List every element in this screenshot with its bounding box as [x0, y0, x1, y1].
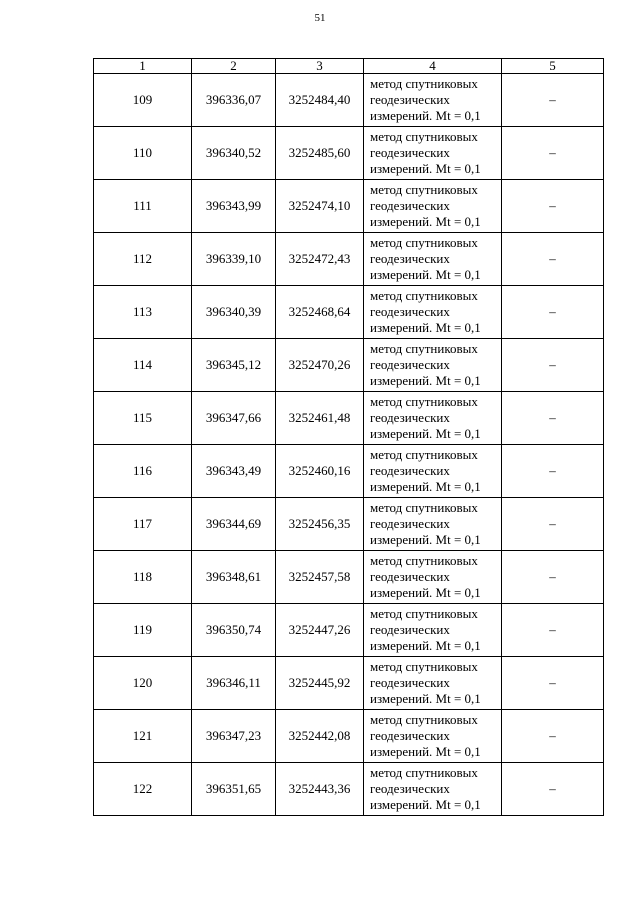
point-number-cell: 115 — [94, 392, 192, 445]
point-number-cell: 114 — [94, 339, 192, 392]
method-line: метод спутниковых — [370, 659, 478, 674]
table-body — [94, 74, 604, 816]
x-coordinate-cell: 396350,74 — [192, 604, 276, 657]
note-cell: – — [502, 551, 604, 604]
method-line: метод спутниковых — [370, 765, 478, 780]
note-cell: – — [502, 339, 604, 392]
table-row — [94, 551, 604, 604]
y-coordinate-cell: 3252443,36 — [276, 763, 364, 816]
table-row — [94, 498, 604, 551]
x-coordinate-cell: 396346,11 — [192, 657, 276, 710]
table-row — [94, 392, 604, 445]
y-coordinate-cell: 3252442,08 — [276, 710, 364, 763]
method-line: геодезических — [370, 357, 450, 372]
point-number-cell: 122 — [94, 763, 192, 816]
note-cell: – — [502, 604, 604, 657]
y-coordinate-cell: 3252472,43 — [276, 233, 364, 286]
method-line: геодезических — [370, 304, 450, 319]
note-cell: – — [502, 127, 604, 180]
x-coordinate-cell: 396348,61 — [192, 551, 276, 604]
method-line: геодезических — [370, 145, 450, 160]
point-number-cell: 111 — [94, 180, 192, 233]
method-line: геодезических — [370, 463, 450, 478]
table-row — [94, 445, 604, 498]
note-cell: – — [502, 233, 604, 286]
method-line: геодезических — [370, 410, 450, 425]
x-coordinate-cell: 396336,07 — [192, 74, 276, 127]
method-cell — [364, 604, 502, 657]
note-cell: – — [502, 498, 604, 551]
y-coordinate-cell: 3252447,26 — [276, 604, 364, 657]
column-header-5: 5 — [502, 59, 604, 74]
method-line: метод спутниковых — [370, 182, 478, 197]
method-line: метод спутниковых — [370, 341, 478, 356]
point-number-cell: 112 — [94, 233, 192, 286]
x-coordinate-cell: 396344,69 — [192, 498, 276, 551]
point-number-cell: 121 — [94, 710, 192, 763]
x-coordinate-cell: 396343,49 — [192, 445, 276, 498]
method-cell — [364, 74, 502, 127]
coordinates-table — [93, 58, 604, 816]
method-line: измерений. Mt = 0,1 — [370, 691, 481, 706]
x-coordinate-cell: 396340,39 — [192, 286, 276, 339]
method-line: геодезических — [370, 569, 450, 584]
method-cell — [364, 710, 502, 763]
point-number-cell: 119 — [94, 604, 192, 657]
method-line: геодезических — [370, 728, 450, 743]
y-coordinate-cell: 3252456,35 — [276, 498, 364, 551]
method-cell — [364, 233, 502, 286]
y-coordinate-cell: 3252485,60 — [276, 127, 364, 180]
y-coordinate-cell: 3252460,16 — [276, 445, 364, 498]
table-row — [94, 763, 604, 816]
method-cell — [364, 498, 502, 551]
table-row — [94, 74, 604, 127]
method-cell — [364, 286, 502, 339]
method-line: метод спутниковых — [370, 235, 478, 250]
note-cell: – — [502, 445, 604, 498]
page-number: 51 — [314, 12, 326, 24]
table-row — [94, 233, 604, 286]
method-line: измерений. Mt = 0,1 — [370, 108, 481, 123]
note-cell: – — [502, 657, 604, 710]
method-cell — [364, 127, 502, 180]
column-header-2: 2 — [192, 59, 276, 74]
method-line: измерений. Mt = 0,1 — [370, 532, 481, 547]
method-line: геодезических — [370, 198, 450, 213]
method-line: измерений. Mt = 0,1 — [370, 373, 481, 388]
method-line: метод спутниковых — [370, 553, 478, 568]
table-header-row — [94, 59, 604, 74]
method-line: измерений. Mt = 0,1 — [370, 161, 481, 176]
method-line: измерений. Mt = 0,1 — [370, 214, 481, 229]
method-line: измерений. Mt = 0,1 — [370, 797, 481, 812]
method-cell — [364, 392, 502, 445]
x-coordinate-cell: 396340,52 — [192, 127, 276, 180]
method-cell — [364, 180, 502, 233]
method-line: измерений. Mt = 0,1 — [370, 585, 481, 600]
method-line: геодезических — [370, 251, 450, 266]
method-line: геодезических — [370, 92, 450, 107]
method-line: измерений. Mt = 0,1 — [370, 638, 481, 653]
y-coordinate-cell: 3252484,40 — [276, 74, 364, 127]
method-line: измерений. Mt = 0,1 — [370, 426, 481, 441]
method-line: метод спутниковых — [370, 394, 478, 409]
point-number-cell: 110 — [94, 127, 192, 180]
method-line: измерений. Mt = 0,1 — [370, 320, 481, 335]
method-cell — [364, 657, 502, 710]
x-coordinate-cell: 396347,66 — [192, 392, 276, 445]
note-cell: – — [502, 710, 604, 763]
table-row — [94, 657, 604, 710]
note-cell: – — [502, 180, 604, 233]
method-line: измерений. Mt = 0,1 — [370, 267, 481, 282]
method-line: геодезических — [370, 516, 450, 531]
table-row — [94, 127, 604, 180]
note-cell: – — [502, 286, 604, 339]
method-line: измерений. Mt = 0,1 — [370, 744, 481, 759]
x-coordinate-cell: 396339,10 — [192, 233, 276, 286]
method-line: измерений. Mt = 0,1 — [370, 479, 481, 494]
y-coordinate-cell: 3252457,58 — [276, 551, 364, 604]
column-header-4: 4 — [364, 59, 502, 74]
method-line: метод спутниковых — [370, 606, 478, 621]
note-cell: – — [502, 392, 604, 445]
method-line: метод спутниковых — [370, 288, 478, 303]
note-cell: – — [502, 74, 604, 127]
y-coordinate-cell: 3252468,64 — [276, 286, 364, 339]
point-number-cell: 117 — [94, 498, 192, 551]
note-cell: – — [502, 763, 604, 816]
column-header-3: 3 — [276, 59, 364, 74]
method-line: метод спутниковых — [370, 500, 478, 515]
column-header-1: 1 — [94, 59, 192, 74]
point-number-cell: 116 — [94, 445, 192, 498]
table-row — [94, 339, 604, 392]
point-number-cell: 113 — [94, 286, 192, 339]
y-coordinate-cell: 3252461,48 — [276, 392, 364, 445]
y-coordinate-cell: 3252445,92 — [276, 657, 364, 710]
x-coordinate-cell: 396351,65 — [192, 763, 276, 816]
x-coordinate-cell: 396347,23 — [192, 710, 276, 763]
method-line: метод спутниковых — [370, 129, 478, 144]
table-row — [94, 604, 604, 657]
x-coordinate-cell: 396345,12 — [192, 339, 276, 392]
point-number-cell: 109 — [94, 74, 192, 127]
method-line: геодезических — [370, 622, 450, 637]
y-coordinate-cell: 3252474,10 — [276, 180, 364, 233]
method-line: геодезических — [370, 675, 450, 690]
method-line: геодезических — [370, 781, 450, 796]
method-cell — [364, 445, 502, 498]
y-coordinate-cell: 3252470,26 — [276, 339, 364, 392]
point-number-cell: 120 — [94, 657, 192, 710]
method-cell — [364, 339, 502, 392]
x-coordinate-cell: 396343,99 — [192, 180, 276, 233]
method-line: метод спутниковых — [370, 447, 478, 462]
method-line: метод спутниковых — [370, 712, 478, 727]
point-number-cell: 118 — [94, 551, 192, 604]
table-row — [94, 180, 604, 233]
method-cell — [364, 551, 502, 604]
table-row — [94, 286, 604, 339]
method-cell — [364, 763, 502, 816]
method-line: метод спутниковых — [370, 76, 478, 91]
table-row — [94, 710, 604, 763]
